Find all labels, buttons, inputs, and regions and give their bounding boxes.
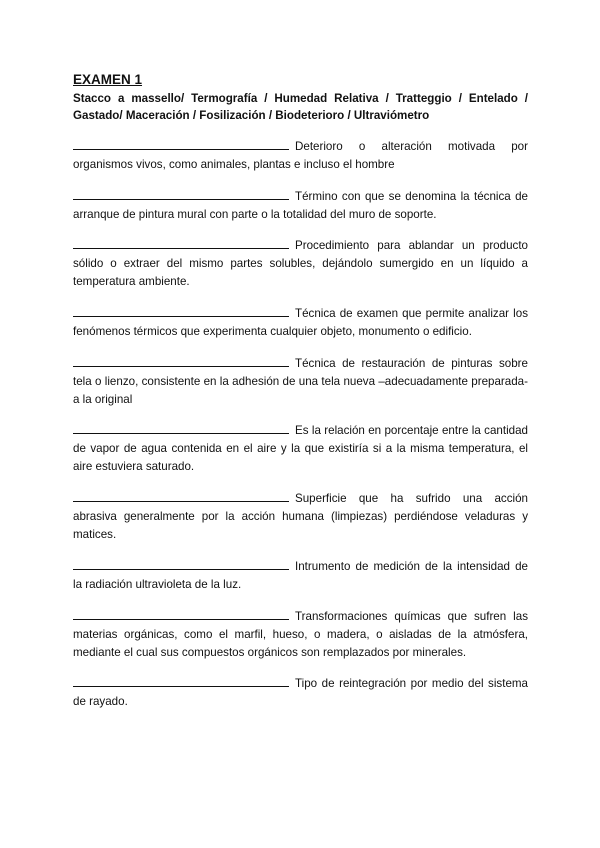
answer-blank-9[interactable] (73, 608, 289, 620)
question-definition-5: Técnica de restauración de pinturas sobre tela o lienzo, consistente en la adhesión de una tela nueva –adecuadamente preparada- a la original (73, 356, 528, 406)
answer-blank-7[interactable] (73, 490, 289, 502)
question-item-4 (73, 305, 528, 341)
term-list: Stacco a massello/ Termografía / Humedad Relativa / Tratteggio / Entelado / Gastado/ Maceración / Fosilización / Biodeterioro / Ultraviómetro (73, 92, 528, 122)
question-definition-9: Transformaciones químicas que sufren las materias orgánicas, como el marfil, hueso, o madera, o aisladas de la atmósfera, mediante el cual sus compuestos orgánicos son remplazados por minerales. (73, 609, 528, 659)
question-item-7 (73, 490, 528, 544)
answer-blank-4[interactable] (73, 305, 289, 317)
question-item-8 (73, 558, 528, 594)
answer-blank-3[interactable] (73, 237, 289, 249)
answer-blank-2[interactable] (73, 188, 289, 200)
answer-blank-6[interactable] (73, 422, 289, 434)
question-item-10 (73, 675, 528, 711)
exam-title: EXAMEN 1 (73, 72, 143, 87)
answer-blank-8[interactable] (73, 558, 289, 570)
answer-blank-10[interactable] (73, 675, 289, 687)
answer-blank-5[interactable] (73, 355, 289, 367)
question-list (73, 138, 528, 711)
question-definition-3: Procedimiento para ablandar un producto sólido o extraer del mismo partes solubles, dejándolo sumergido en un líquido a temperatura ambiente. (73, 239, 528, 289)
question-item-3 (73, 237, 528, 291)
question-item-2 (73, 188, 528, 224)
question-item-5 (73, 355, 528, 409)
question-definition-6: Es la relación en porcentaje entre la cantidad de vapor de agua contenida en el aire y la que existiría si a la misma temperatura, el aire estuviera saturado. (73, 424, 528, 474)
question-definition-7: Superficie que ha sufrido una acción abrasiva generalmente por la acción humana (limpiezas) perdiéndose veladuras y matices. (73, 492, 528, 542)
question-item-1 (73, 138, 528, 174)
question-item-6 (73, 422, 528, 476)
question-item-9 (73, 608, 528, 662)
question-definition-1: Deterioro o alteración motivada por organismos vivos, como animales, plantas e incluso el hombre (73, 140, 528, 171)
question-definition-4: Técnica de examen que permite analizar los fenómenos térmicos que experimenta cualquier objeto, monumento o edificio. (73, 307, 528, 339)
question-definition-10: Tipo de reintegración por medio del sistema de rayado. (73, 677, 528, 709)
exam-page (73, 72, 528, 725)
answer-blank-1[interactable] (73, 138, 289, 150)
question-definition-8: Intrumento de medición de la intensidad de la radiación ultravioleta de la luz. (73, 559, 528, 591)
question-definition-2: Término con que se denomina la técnica de arranque de pintura mural con parte o la totalidad del muro de soporte. (73, 189, 528, 221)
